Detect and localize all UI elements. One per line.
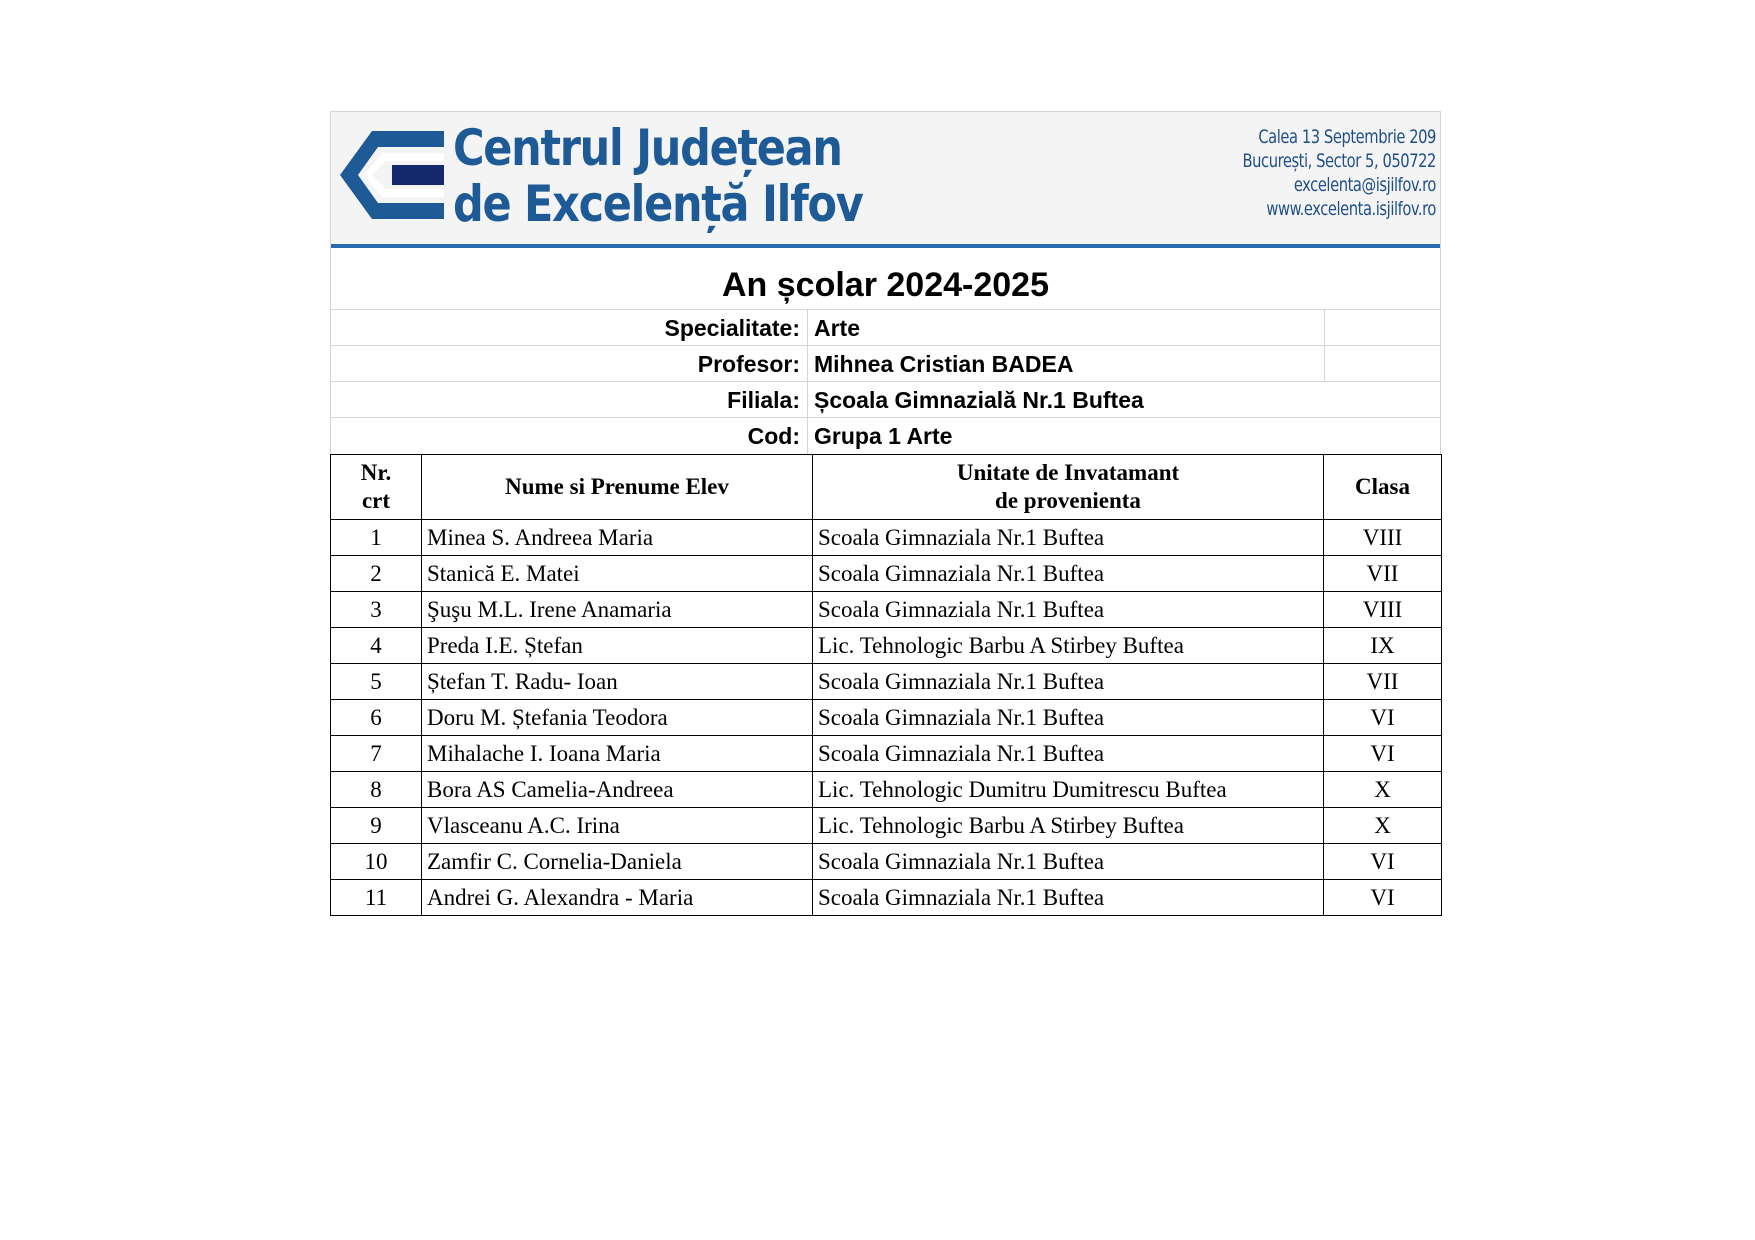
info-value: Grupa 1 Arte bbox=[814, 423, 953, 449]
contact-city: București, Sector 5, 050722 bbox=[1242, 150, 1436, 172]
cell-school: Scoala Gimnaziala Nr.1 Buftea bbox=[813, 556, 1324, 592]
cell-nr: 4 bbox=[331, 628, 422, 664]
title-row bbox=[330, 248, 1441, 310]
info-value: Școala Gimnazială Nr.1 Buftea bbox=[814, 387, 1144, 413]
cell-student-name: Şuşu M.L. Irene Anamaria bbox=[422, 592, 813, 628]
info-divider bbox=[1324, 346, 1325, 381]
cell-nr: 11 bbox=[331, 880, 422, 916]
logo-line-1: Centrul Județean bbox=[453, 119, 842, 177]
info-label: Profesor: bbox=[331, 346, 808, 381]
cell-nr: 1 bbox=[331, 520, 422, 556]
cell-student-name: Mihalache I. Ioana Maria bbox=[422, 736, 813, 772]
cell-class: VI bbox=[1324, 700, 1442, 736]
students-table bbox=[330, 454, 1442, 916]
document-sheet bbox=[330, 111, 1441, 916]
cell-student-name: Minea S. Andreea Maria bbox=[422, 520, 813, 556]
cell-school: Scoala Gimnaziala Nr.1 Buftea bbox=[813, 880, 1324, 916]
logo-icon bbox=[336, 127, 446, 223]
cell-school: Lic. Tehnologic Barbu A Stirbey Buftea bbox=[813, 808, 1324, 844]
cell-class: VI bbox=[1324, 844, 1442, 880]
header-banner bbox=[330, 111, 1441, 248]
info-divider bbox=[1324, 310, 1325, 345]
info-label: Filiala: bbox=[331, 382, 808, 417]
cell-nr: 9 bbox=[331, 808, 422, 844]
cell-class: VIII bbox=[1324, 520, 1442, 556]
info-row-specialitate bbox=[330, 310, 1441, 346]
cell-school: Scoala Gimnaziala Nr.1 Buftea bbox=[813, 592, 1324, 628]
cell-school: Scoala Gimnaziala Nr.1 Buftea bbox=[813, 844, 1324, 880]
table-row bbox=[331, 772, 1442, 808]
table-header-row bbox=[331, 455, 1442, 520]
col-header-nr: Nr. crt bbox=[331, 455, 422, 520]
cell-school: Lic. Tehnologic Barbu A Stirbey Buftea bbox=[813, 628, 1324, 664]
table-row bbox=[331, 808, 1442, 844]
cell-class: VI bbox=[1324, 880, 1442, 916]
cell-school: Scoala Gimnaziala Nr.1 Buftea bbox=[813, 664, 1324, 700]
contact-website: www.excelenta.isjilfov.ro bbox=[1266, 198, 1436, 220]
info-row-cod bbox=[330, 418, 1441, 454]
info-row-filiala bbox=[330, 382, 1441, 418]
cell-school: Lic. Tehnologic Dumitru Dumitrescu Buftea bbox=[813, 772, 1324, 808]
cell-student-name: Vlasceanu A.C. Irina bbox=[422, 808, 813, 844]
cell-school: Scoala Gimnaziala Nr.1 Buftea bbox=[813, 700, 1324, 736]
cell-student-name: Bora AS Camelia-Andreea bbox=[422, 772, 813, 808]
col-header-name: Nume si Prenume Elev bbox=[422, 455, 813, 520]
col-header-class: Clasa bbox=[1324, 455, 1442, 520]
table-row bbox=[331, 844, 1442, 880]
table-row bbox=[331, 880, 1442, 916]
cell-nr: 7 bbox=[331, 736, 422, 772]
cell-class: VII bbox=[1324, 556, 1442, 592]
cell-student-name: Doru M. Ștefania Teodora bbox=[422, 700, 813, 736]
table-row bbox=[331, 700, 1442, 736]
table-row bbox=[331, 664, 1442, 700]
table-row bbox=[331, 736, 1442, 772]
cell-nr: 8 bbox=[331, 772, 422, 808]
cell-school: Scoala Gimnaziala Nr.1 Buftea bbox=[813, 736, 1324, 772]
info-label: Specialitate: bbox=[331, 310, 808, 345]
contact-block bbox=[1211, 125, 1436, 221]
cell-school: Scoala Gimnaziala Nr.1 Buftea bbox=[813, 520, 1324, 556]
cell-student-name: Ștefan T. Radu- Ioan bbox=[422, 664, 813, 700]
cell-class: IX bbox=[1324, 628, 1442, 664]
info-row-profesor bbox=[330, 346, 1441, 382]
cell-nr: 2 bbox=[331, 556, 422, 592]
logo-text bbox=[453, 120, 863, 232]
cell-student-name: Preda I.E. Ștefan bbox=[422, 628, 813, 664]
info-label: Cod: bbox=[331, 418, 808, 454]
page-title: An școlar 2024-2025 bbox=[722, 266, 1049, 304]
logo-line-2: de Excelență Ilfov bbox=[453, 175, 863, 233]
cell-class: X bbox=[1324, 772, 1442, 808]
info-value: Mihnea Cristian BADEA bbox=[814, 351, 1074, 377]
cell-student-name: Zamfir C. Cornelia-Daniela bbox=[422, 844, 813, 880]
contact-address: Calea 13 Septembrie 209 bbox=[1258, 126, 1436, 148]
table-row bbox=[331, 628, 1442, 664]
cell-nr: 6 bbox=[331, 700, 422, 736]
info-value: Arte bbox=[814, 315, 861, 341]
cell-student-name: Stanică E. Matei bbox=[422, 556, 813, 592]
table-row bbox=[331, 556, 1442, 592]
cell-student-name: Andrei G. Alexandra - Maria bbox=[422, 880, 813, 916]
cell-class: VIII bbox=[1324, 592, 1442, 628]
cell-nr: 10 bbox=[331, 844, 422, 880]
table-row bbox=[331, 592, 1442, 628]
cell-class: VI bbox=[1324, 736, 1442, 772]
cell-class: X bbox=[1324, 808, 1442, 844]
cell-class: VII bbox=[1324, 664, 1442, 700]
col-header-school: Unitate de Invatamant de provenienta bbox=[813, 455, 1324, 520]
cell-nr: 5 bbox=[331, 664, 422, 700]
table-row bbox=[331, 520, 1442, 556]
cell-nr: 3 bbox=[331, 592, 422, 628]
contact-email: excelenta@isjilfov.ro bbox=[1293, 174, 1436, 196]
